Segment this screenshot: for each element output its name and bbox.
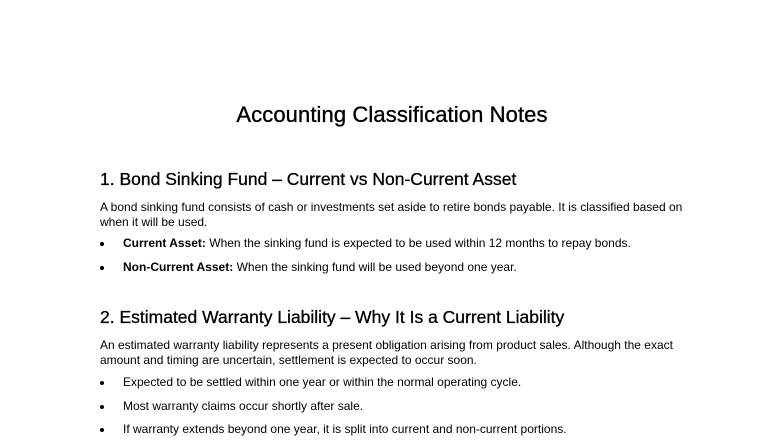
section-paragraph-estimated-warranty-liability: An estimated warranty liability represents a present obligation arising from product sales. Although the exact amount and timing are uncertain, settlement is expected to occur soon. xyxy=(100,338,673,367)
bullet-dot-icon xyxy=(100,405,104,409)
bullet-label: Current Asset: xyxy=(123,236,206,250)
bullet-text: Most warranty claims occur shortly after sale. xyxy=(123,399,364,413)
bullet-body: When the sinking fund will be used beyond one year. xyxy=(233,260,517,274)
bullet-text: Expected to be settled within one year or within the normal operating cycle. xyxy=(123,375,522,389)
bullet-dot-icon xyxy=(100,242,104,246)
bullet-text xyxy=(123,236,631,251)
bullet-dot-icon xyxy=(100,381,104,385)
document-title: Accounting Classification Notes xyxy=(236,102,548,127)
bullet-body: When the sinking fund is expected to be used within 12 months to repay bonds. xyxy=(205,236,631,250)
section-heading-estimated-warranty-liability: 2. Estimated Warranty Liability – Why It Is a Current Liability xyxy=(100,307,565,327)
bullet-dot-icon xyxy=(100,428,104,432)
bullet-text: If warranty extends beyond one year, it is split into current and non-current portions. xyxy=(123,422,567,436)
section-paragraph-bond-sinking-fund: A bond sinking fund consists of cash or investments set aside to retire bonds payable. It is classified based on when it will be used. xyxy=(100,200,683,229)
bullet-text xyxy=(123,260,517,275)
section-heading-bond-sinking-fund: 1. Bond Sinking Fund – Current vs Non-Current Asset xyxy=(100,169,517,189)
bullet-dot-icon xyxy=(100,266,104,270)
bullet-label: Non-Current Asset: xyxy=(123,260,234,274)
